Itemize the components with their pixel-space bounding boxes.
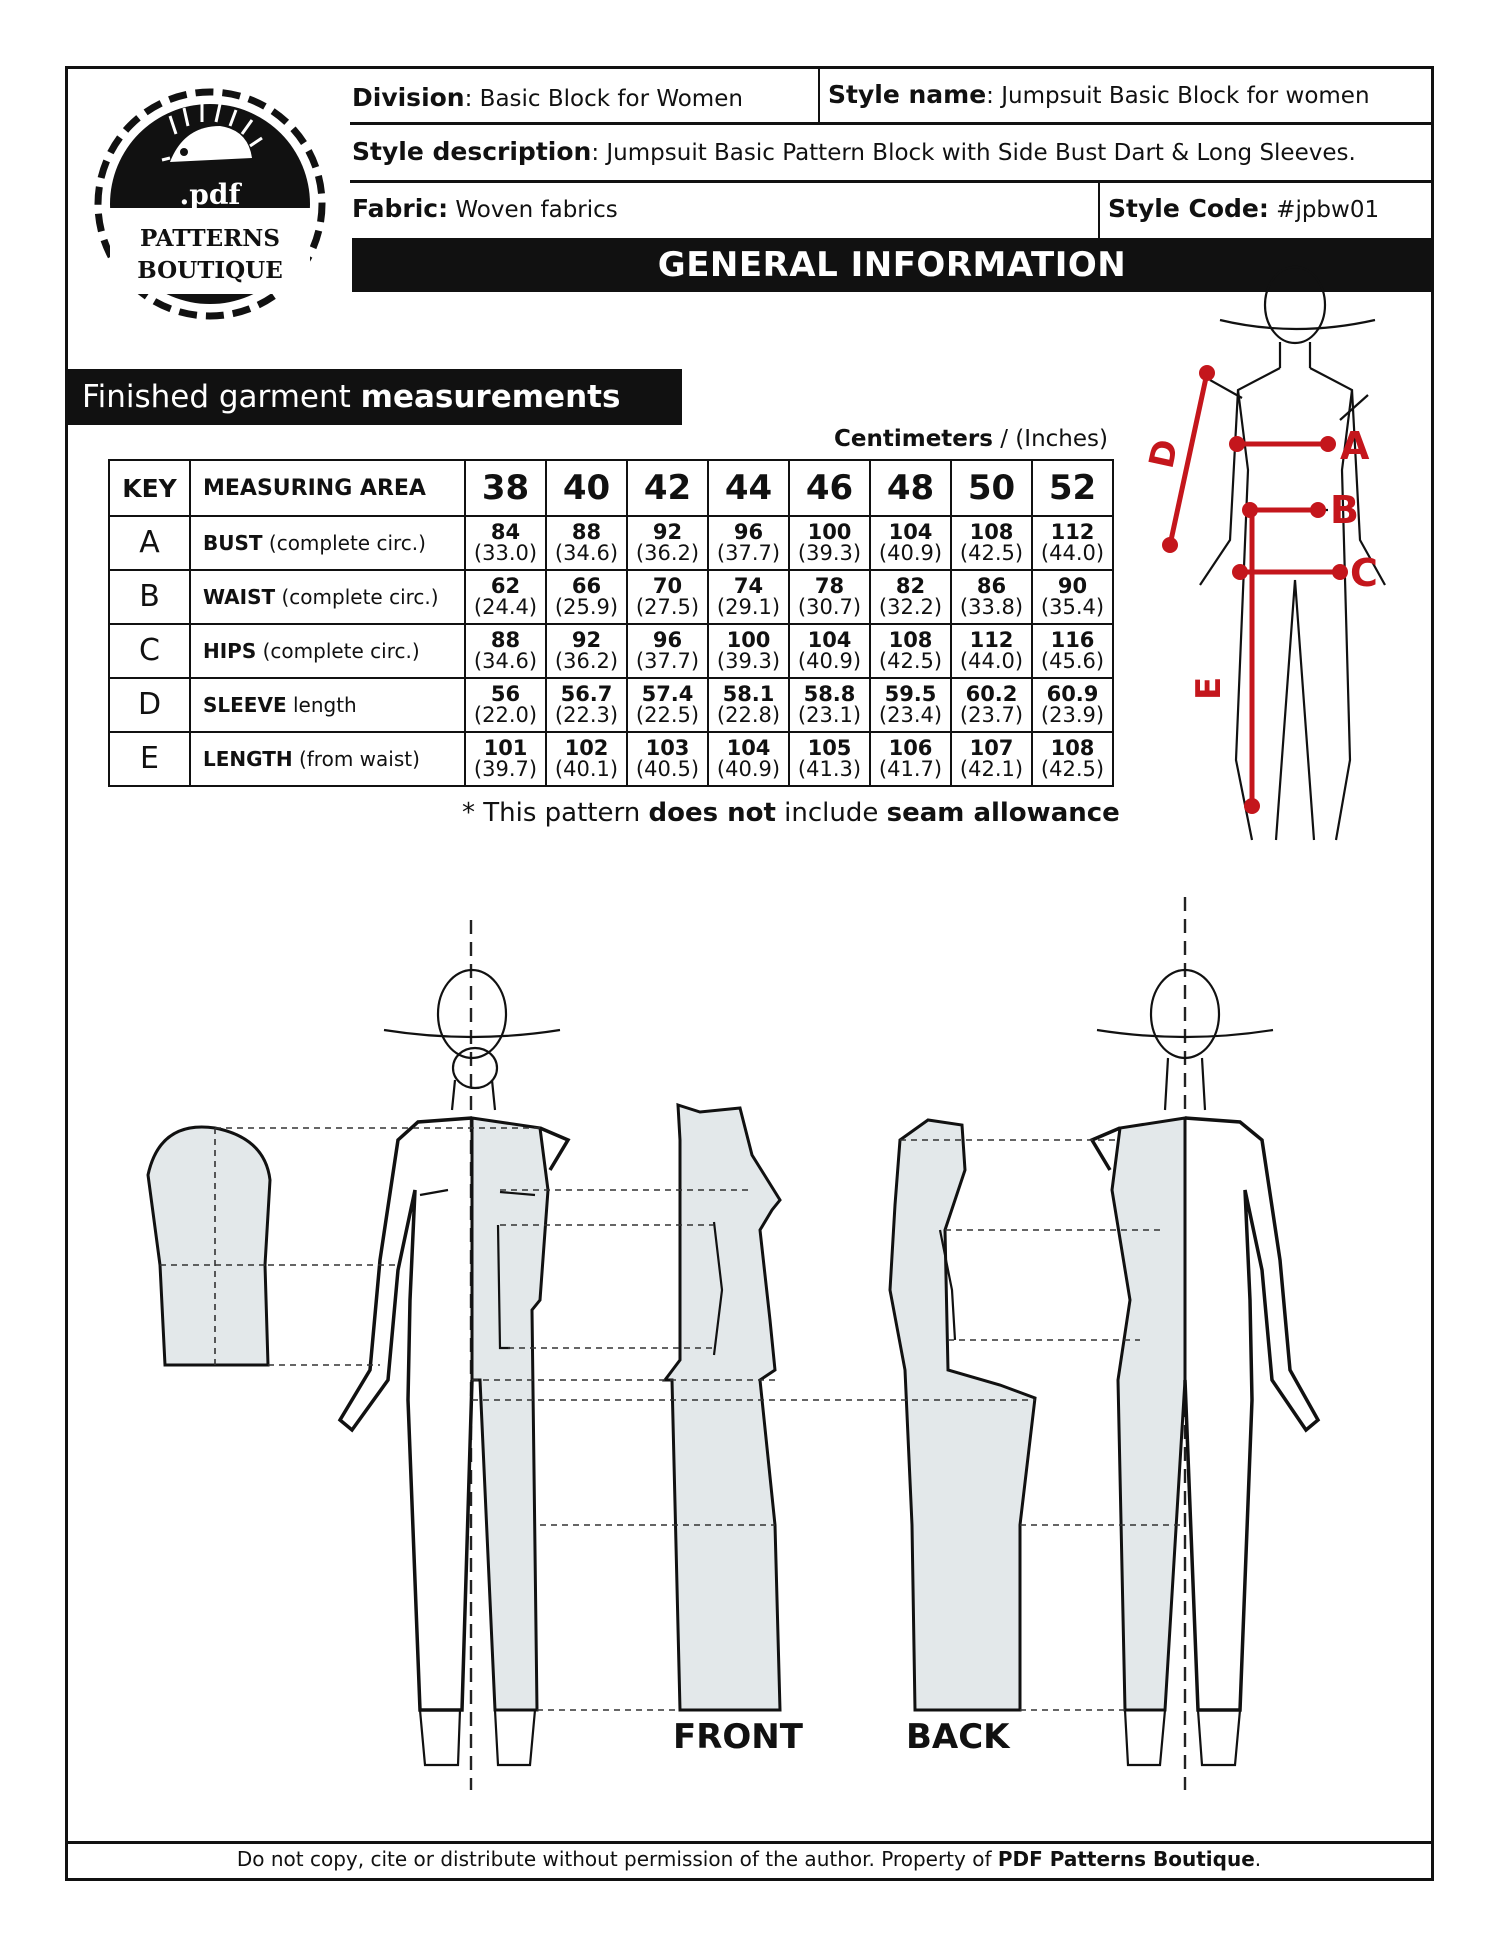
inch-value: (24.4): [473, 595, 538, 619]
cm-value: 108: [1050, 735, 1095, 760]
cm-value: 56.7: [560, 681, 613, 706]
section-title-bold: measurements: [360, 379, 621, 415]
marker-c: C: [1350, 551, 1378, 595]
style-name-value: : Jumpsuit Basic Block for women: [986, 83, 1370, 109]
size-value-cell: [1032, 678, 1113, 732]
back-label: BACK: [906, 1717, 1010, 1757]
size-value-cell: [708, 678, 789, 732]
size-value-cell: [870, 516, 951, 570]
logo-line1: PATTERNS: [140, 225, 280, 252]
inch-value: (42.5): [959, 541, 1024, 565]
size-header: 38: [465, 460, 546, 516]
units-bold: Centimeters: [834, 426, 993, 452]
size-value-cell: [546, 570, 627, 624]
section-title: [66, 369, 682, 425]
note-text: include: [775, 798, 887, 828]
inch-value: (27.5): [635, 595, 700, 619]
size-value-cell: [708, 516, 789, 570]
inch-value: (45.6): [1040, 649, 1105, 673]
cm-value: 74: [733, 573, 764, 598]
cm-value: 108: [888, 627, 933, 652]
inch-value: (44.0): [1040, 541, 1105, 565]
size-value-cell: [708, 624, 789, 678]
size-value-cell: [627, 570, 708, 624]
table-row: [109, 570, 1113, 624]
area-rest: (from waist): [292, 746, 420, 771]
size-value-cell: [465, 516, 546, 570]
table-row: [109, 516, 1113, 570]
style-code-label: Style Code:: [1108, 194, 1269, 223]
row-area: [190, 516, 465, 570]
size-value-cell: [465, 678, 546, 732]
inch-value: (34.6): [473, 649, 538, 673]
divider: [818, 68, 820, 122]
seam-allowance-note: [462, 798, 1120, 828]
division-field: [352, 85, 743, 111]
inch-value: (41.7): [878, 757, 943, 781]
size-value-cell: [1032, 732, 1113, 786]
size-header: 46: [789, 460, 870, 516]
style-desc-label: Style description: [352, 137, 592, 166]
row-area: [190, 678, 465, 732]
row-area: [190, 624, 465, 678]
size-value-cell: [870, 624, 951, 678]
inch-value: (40.5): [635, 757, 700, 781]
cm-value: 100: [726, 627, 771, 652]
inch-value: (40.9): [716, 757, 781, 781]
area-rest: (complete circ.): [262, 530, 426, 555]
area-rest: length: [286, 692, 357, 717]
cm-value: 92: [571, 627, 602, 652]
size-value-cell: [465, 732, 546, 786]
cm-value: 88: [490, 627, 521, 652]
cm-value: 90: [1057, 573, 1088, 598]
marker-d: D: [1141, 435, 1187, 472]
marker-b: B: [1330, 488, 1359, 532]
logo-top-text: .pdf: [179, 178, 241, 211]
size-value-cell: [870, 732, 951, 786]
size-value-cell: [789, 732, 870, 786]
inch-value: (39.3): [797, 541, 862, 565]
inch-value: (34.6): [554, 541, 619, 565]
cm-value: 88: [571, 519, 602, 544]
fabric-value: Woven fabrics: [448, 197, 618, 223]
divider: [1098, 180, 1100, 238]
cm-value: 86: [976, 573, 1007, 598]
cm-value: 96: [652, 627, 683, 652]
size-value-cell: [1032, 624, 1113, 678]
size-value-cell: [951, 732, 1032, 786]
divider: [350, 122, 1432, 125]
inch-value: (23.9): [1040, 703, 1105, 727]
row-area: [190, 570, 465, 624]
area-bold: BUST: [203, 530, 263, 555]
inch-value: (39.3): [716, 649, 781, 673]
cm-value: 106: [888, 735, 933, 760]
inch-value: (42.1): [959, 757, 1024, 781]
cm-value: 116: [1050, 627, 1095, 652]
inch-value: (22.8): [716, 703, 781, 727]
size-header: 52: [1032, 460, 1113, 516]
front-label: FRONT: [673, 1717, 803, 1757]
inch-value: (23.4): [878, 703, 943, 727]
inch-value: (39.7): [473, 757, 538, 781]
inch-value: (29.1): [716, 595, 781, 619]
cm-value: 58.1: [722, 681, 775, 706]
inch-value: (23.1): [797, 703, 862, 727]
cm-value: 60.2: [965, 681, 1018, 706]
inch-value: (37.7): [635, 649, 700, 673]
cm-value: 104: [726, 735, 771, 760]
style-description-field: [352, 139, 1356, 165]
size-value-cell: [870, 678, 951, 732]
size-value-cell: [951, 570, 1032, 624]
cm-value: 102: [564, 735, 609, 760]
cm-value: 101: [483, 735, 528, 760]
inch-value: (41.3): [797, 757, 862, 781]
fabric-label: Fabric:: [352, 194, 449, 223]
inch-value: (25.9): [554, 595, 619, 619]
cm-value: 84: [490, 519, 521, 544]
area-bold: SLEEVE: [203, 692, 287, 717]
size-value-cell: [465, 624, 546, 678]
area-bold: HIPS: [203, 638, 257, 663]
division-label: Division: [352, 83, 465, 112]
cm-value: 112: [1050, 519, 1095, 544]
size-header: 44: [708, 460, 789, 516]
table-header-row: [109, 460, 1113, 516]
cm-value: 60.9: [1046, 681, 1099, 706]
cm-value: 59.5: [884, 681, 937, 706]
inch-value: (40.1): [554, 757, 619, 781]
size-value-cell: [789, 624, 870, 678]
cm-value: 104: [807, 627, 852, 652]
size-value-cell: [789, 570, 870, 624]
division-value: : Basic Block for Women: [464, 86, 743, 112]
footer-end: .: [1254, 1847, 1262, 1871]
style-name-label: Style name: [828, 80, 987, 109]
size-value-cell: [1032, 516, 1113, 570]
size-value-cell: [708, 732, 789, 786]
inch-value: (32.2): [878, 595, 943, 619]
cm-value: 57.4: [641, 681, 694, 706]
row-key: D: [109, 678, 190, 732]
size-value-cell: [870, 570, 951, 624]
size-header: 40: [546, 460, 627, 516]
cm-value: 92: [652, 519, 683, 544]
size-header: 50: [951, 460, 1032, 516]
divider: [350, 180, 1432, 183]
inch-value: (36.2): [635, 541, 700, 565]
copyright-footer: [66, 1847, 1432, 1871]
fabric-field: [352, 196, 618, 222]
cm-value: 103: [645, 735, 690, 760]
measurement-table: [108, 459, 1114, 787]
key-header: KEY: [109, 460, 190, 516]
cm-value: 82: [895, 573, 926, 598]
footer-bold: PDF Patterns Boutique: [997, 1847, 1255, 1871]
style-name-field: [828, 82, 1370, 108]
area-header: MEASURING AREA: [190, 460, 465, 516]
size-header: 48: [870, 460, 951, 516]
size-value-cell: [546, 732, 627, 786]
brand-logo: [92, 86, 328, 322]
footer-text: Do not copy, cite or distribute without permission of the author. Property of: [236, 1847, 998, 1871]
style-code-field: [1108, 196, 1379, 222]
marker-e: E: [1189, 676, 1229, 700]
size-value-cell: [546, 516, 627, 570]
area-bold: WAIST: [203, 584, 276, 609]
cm-value: 108: [969, 519, 1014, 544]
inch-value: (35.4): [1040, 595, 1105, 619]
cm-value: 105: [807, 735, 852, 760]
area-rest: (complete circ.): [275, 584, 439, 609]
cm-value: 107: [969, 735, 1014, 760]
units-rest: / (Inches): [992, 426, 1108, 452]
area-bold: LENGTH: [203, 746, 293, 771]
cm-value: 112: [969, 627, 1014, 652]
size-value-cell: [627, 624, 708, 678]
size-value-cell: [627, 516, 708, 570]
size-value-cell: [627, 732, 708, 786]
style-desc-value: : Jumpsuit Basic Pattern Block with Side Bust Dart & Long Sleeves.: [591, 140, 1356, 166]
row-key: A: [109, 516, 190, 570]
section-title-plain: Finished garment: [82, 379, 361, 415]
note-text: * This pattern: [462, 798, 649, 828]
inch-value: (33.0): [473, 541, 538, 565]
size-value-cell: [546, 678, 627, 732]
size-value-cell: [789, 678, 870, 732]
inch-value: (37.7): [716, 541, 781, 565]
size-value-cell: [951, 516, 1032, 570]
table-row: [109, 624, 1113, 678]
note-bold: does not: [648, 798, 776, 828]
logo-line2: BOUTIQUE: [137, 257, 283, 284]
size-value-cell: [708, 570, 789, 624]
cm-value: 62: [490, 573, 521, 598]
cm-value: 70: [652, 573, 683, 598]
row-area: [190, 732, 465, 786]
row-key: B: [109, 570, 190, 624]
inch-value: (33.8): [959, 595, 1024, 619]
area-rest: (complete circ.): [256, 638, 420, 663]
size-value-cell: [465, 570, 546, 624]
inch-value: (22.0): [473, 703, 538, 727]
size-value-cell: [546, 624, 627, 678]
size-value-cell: [951, 678, 1032, 732]
general-information-banner: GENERAL INFORMATION: [352, 238, 1432, 292]
cm-value: 104: [888, 519, 933, 544]
inch-value: (30.7): [797, 595, 862, 619]
cm-value: 96: [733, 519, 764, 544]
size-value-cell: [627, 678, 708, 732]
cm-value: 66: [571, 573, 602, 598]
inch-value: (40.9): [878, 541, 943, 565]
cm-value: 78: [814, 573, 845, 598]
inch-value: (22.5): [635, 703, 700, 727]
divider: [66, 1841, 1432, 1844]
inch-value: (36.2): [554, 649, 619, 673]
page-frame: [65, 66, 1434, 1881]
row-key: E: [109, 732, 190, 786]
size-value-cell: [1032, 570, 1113, 624]
inch-value: (42.5): [878, 649, 943, 673]
size-value-cell: [951, 624, 1032, 678]
row-key: C: [109, 624, 190, 678]
style-code-value: #jpbw01: [1268, 197, 1380, 223]
cm-value: 56: [490, 681, 521, 706]
size-header: 42: [627, 460, 708, 516]
units-note: [834, 426, 1108, 452]
inch-value: (22.3): [554, 703, 619, 727]
inch-value: (44.0): [959, 649, 1024, 673]
marker-a: A: [1340, 424, 1370, 468]
inch-value: (40.9): [797, 649, 862, 673]
size-value-cell: [789, 516, 870, 570]
cm-value: 100: [807, 519, 852, 544]
cm-value: 58.8: [803, 681, 856, 706]
table-row: [109, 678, 1113, 732]
inch-value: (42.5): [1040, 757, 1105, 781]
note-bold: seam allowance: [886, 798, 1120, 828]
table-row: [109, 732, 1113, 786]
inch-value: (23.7): [959, 703, 1024, 727]
